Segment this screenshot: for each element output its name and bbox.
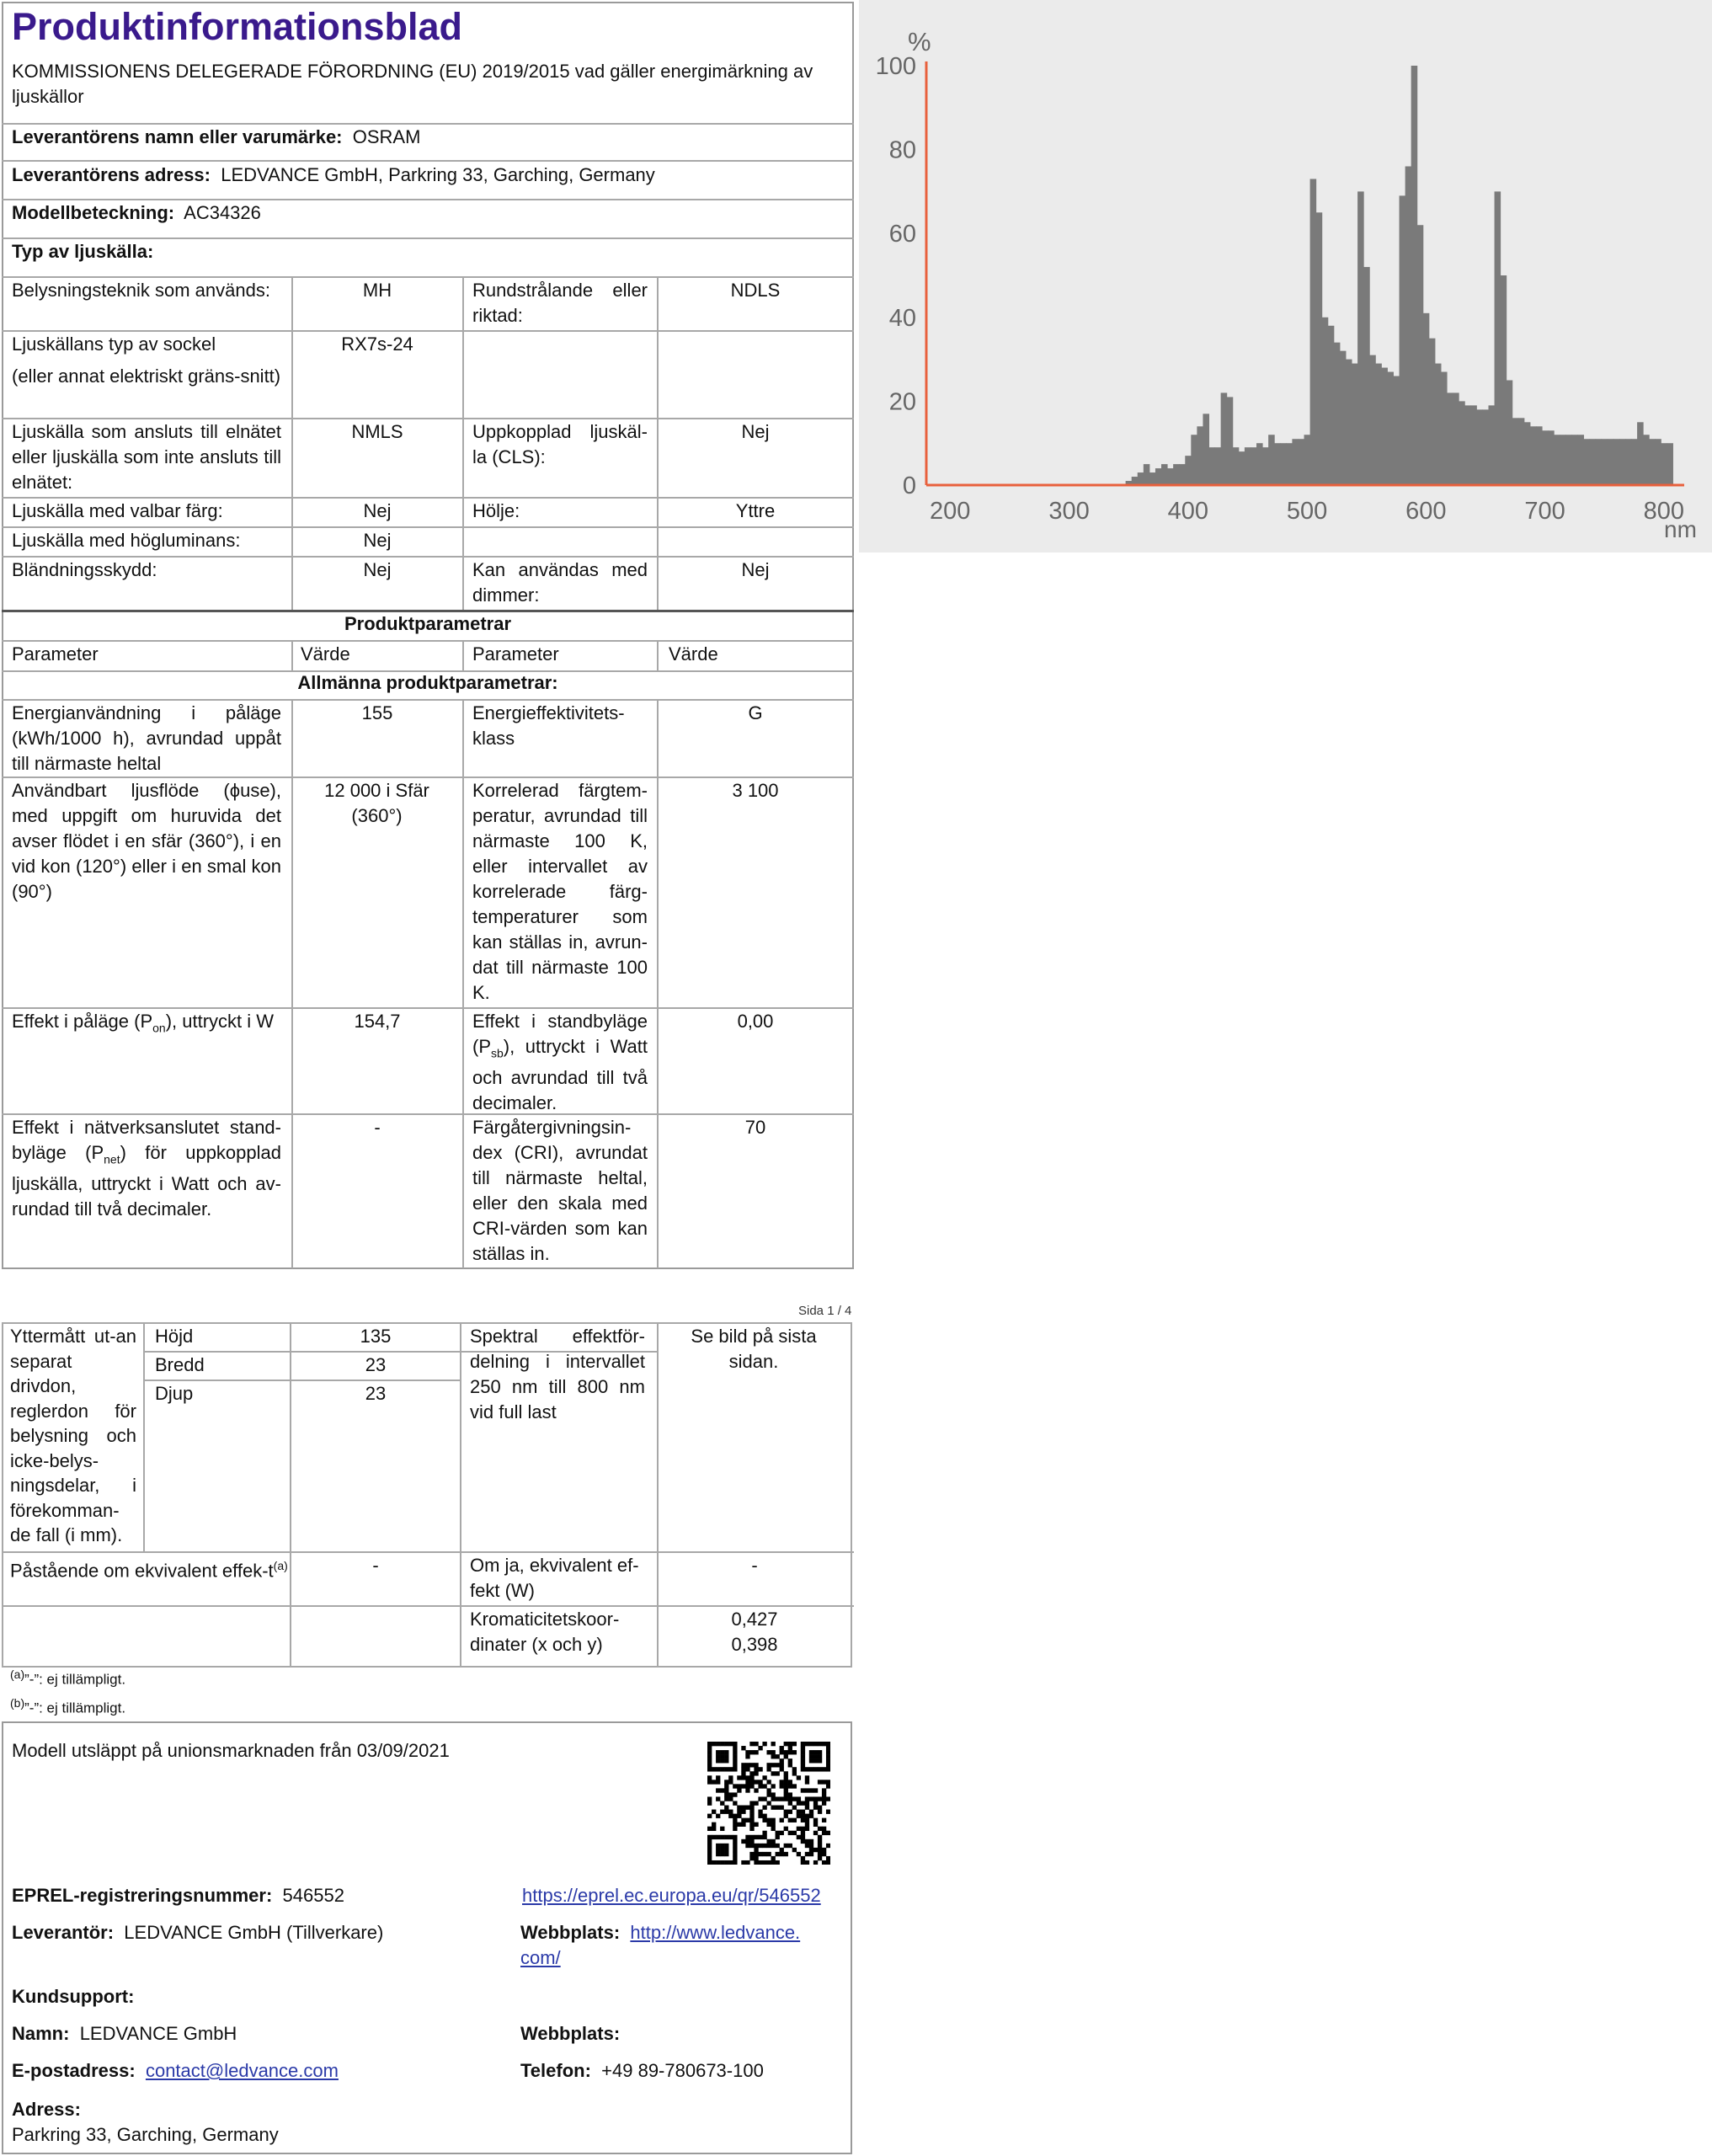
support-name-value: LEDVANCE GmbH	[79, 2023, 237, 2044]
spectrum-bar	[1542, 430, 1549, 485]
email-label: E-postadress:	[12, 2060, 136, 2081]
y-tick-label: 40	[888, 304, 916, 332]
website-link-cont[interactable]: com/	[520, 1947, 561, 1968]
website-link[interactable]: http://www.ledvance.	[630, 1922, 801, 1943]
anti-glare-label: Bländningsskydd:	[12, 559, 157, 580]
spd-value: Se bild på sista sidan.	[691, 1326, 817, 1372]
spectrum-bar	[1495, 191, 1501, 485]
cri-value: 70	[744, 1117, 766, 1138]
phone-value: +49 89-780673-100	[601, 2060, 764, 2081]
spectrum-chart-svg	[859, 0, 1712, 552]
x-tick-label: 300	[1048, 498, 1090, 525]
spectrum-bar	[1548, 430, 1555, 485]
chromaticity-x-value: 0,427	[731, 1609, 778, 1630]
footnote-b: $^{(b)}$”-”: ej tillämpligt.	[10, 1696, 126, 1716]
spectrum-bar	[1144, 464, 1150, 485]
supplier-name-label: Leverantörens namn eller varumärke:	[12, 126, 343, 147]
width-value: 23	[365, 1354, 387, 1375]
spectrum-bar	[1571, 435, 1578, 485]
spectrum-bar	[1619, 439, 1626, 485]
website-row	[520, 1920, 840, 1971]
spectrum-bar	[1155, 468, 1162, 485]
divider	[291, 699, 293, 1268]
spectrum-bar	[1447, 392, 1453, 485]
divider	[460, 1322, 461, 1668]
spectrum-bar	[1209, 447, 1216, 485]
spectrum-bar	[1417, 225, 1424, 485]
x-axis-label: nm	[1664, 516, 1697, 542]
spectrum-bar	[1423, 313, 1430, 485]
spectrum-bar	[1375, 364, 1382, 485]
mains-value: NMLS	[351, 421, 403, 442]
x-tick-label: 200	[930, 498, 971, 525]
y-tick-label: 20	[888, 388, 916, 416]
spectrum-bar	[1524, 422, 1531, 485]
page-number: Sida 1 / 4	[798, 1304, 852, 1318]
anti-glare-value: Nej	[363, 559, 392, 580]
spectrum-bar	[1554, 435, 1560, 485]
divider	[143, 1322, 145, 1551]
supplier-address-label: Leverantörens adress:	[12, 164, 211, 185]
spectrum-bar	[1227, 397, 1234, 485]
spectrum-bar	[1518, 418, 1525, 485]
spectrum-bar	[1441, 372, 1448, 485]
spectrum-bar	[1596, 439, 1603, 485]
spd-label: Spektral effektför-delning i intervallet 250 nm till 800 nm vid full last	[470, 1326, 645, 1422]
networked-standby-label: Effekt i nätverksanslutet stand-byläge $(P_{net})$ för uppkopplad ljuskälla, uttryckt i Watt och av-rundad till två decimaler.	[12, 1117, 281, 1220]
on-mode-power-value: 154,7	[354, 1011, 401, 1032]
support-name-row	[12, 2021, 237, 2047]
colour-tunable-value: Nej	[363, 500, 392, 521]
phone-row	[520, 2058, 764, 2084]
support-website-label: Webbplats:	[520, 2023, 621, 2044]
spectrum-bar	[1251, 447, 1257, 485]
phone-label: Telefon:	[520, 2060, 591, 2081]
networked-standby-value: -	[374, 1117, 381, 1138]
width-label: Bredd	[155, 1354, 205, 1375]
high-luminance-value: Nej	[363, 530, 392, 551]
spectrum-bar	[1179, 464, 1186, 485]
address-value: Parkring 33, Garching, Germany	[12, 2124, 279, 2145]
y-tick-label: 0	[902, 472, 916, 499]
regulation-text: KOMMISSIONENS DELEGERADE FÖRORDNING (EU) 2019/2015 vad gäller energimärkning av ljuskällor	[12, 61, 813, 107]
spectrum-bar	[1161, 464, 1168, 485]
spectrum-bar	[1304, 435, 1311, 485]
model-row	[12, 200, 261, 226]
spectrum-bar	[1536, 426, 1543, 485]
spectrum-bar	[1560, 435, 1566, 485]
spectrum-bar	[1590, 439, 1597, 485]
address-label: Adress:	[12, 2099, 81, 2120]
dimmable-value: Nej	[741, 559, 770, 580]
spectrum-bar	[1268, 435, 1275, 485]
page-title: Produktinformationsblad	[12, 5, 463, 48]
spectrum-bar	[1280, 443, 1287, 485]
spectrum-bar	[1625, 439, 1632, 485]
equivalent-claim-value: -	[372, 1555, 379, 1576]
spectrum-bar	[1310, 179, 1317, 485]
eprel-link[interactable]: https://eprel.ec.europa.eu/qr/546552	[522, 1885, 821, 1906]
luminous-flux-label: Användbart ljusflöde (ϕuse), med uppgift om huruvida det avser flödet i en sfär (360°), i en vid kon (120°) eller i en smal kon (90°)	[12, 780, 281, 902]
spectrum-bar	[1464, 405, 1471, 485]
spectrum-bar	[1565, 435, 1572, 485]
spectrum-bar	[1316, 212, 1323, 485]
standby-power-label: Effekt i standbyläge $(P_{sb})$, uttryckt i Watt och avrundad till två decimaler.	[472, 1011, 648, 1114]
height-value: 135	[360, 1326, 392, 1347]
spectrum-bar	[1322, 318, 1329, 485]
cct-label: Korrelerad färgtem-peratur, avrundad till närmaste 100 K, eller intervallet av korrelerade färg-temperaturer som kan ställas in, avrun-dat till närmaste 100 K.	[472, 780, 648, 1003]
x-tick-label: 500	[1286, 498, 1328, 525]
spectrum-bar	[1482, 409, 1489, 485]
spectrum-bar	[1405, 167, 1412, 485]
general-params-title: Allmänna produktparametrar:	[297, 672, 558, 693]
cls-label: Uppkopplad ljuskäl-la (CLS):	[472, 421, 648, 467]
footnote-a: $^{(a)}$”-”: ej tillämpligt.	[10, 1668, 126, 1688]
spectrum-bar	[1292, 439, 1299, 485]
spectrum-bar	[1215, 447, 1222, 485]
spectrum-bar	[1357, 191, 1364, 485]
tech-label: Belysningsteknik som används:	[12, 280, 270, 301]
cls-value: Nej	[741, 421, 770, 442]
cct-value: 3 100	[732, 780, 779, 801]
divider	[2, 160, 854, 162]
x-tick-label: 600	[1405, 498, 1447, 525]
spectrum-bar	[1346, 360, 1352, 485]
efficiency-class-value: G	[748, 702, 763, 723]
spectrum-bar	[1411, 66, 1418, 485]
spectrum-bar	[1459, 401, 1465, 485]
spectrum-bar	[1661, 443, 1667, 485]
spectrum-bar	[1286, 443, 1293, 485]
on-mode-power-label: Effekt i påläge $(P_{on})$, uttryckt i W	[12, 1011, 275, 1035]
col-header-value-2: Värde	[669, 643, 718, 664]
efficiency-class-label: Energieffektivitets-klass	[472, 702, 625, 749]
spectrum-bar	[1262, 447, 1269, 485]
qr-code-icon[interactable]	[707, 1742, 830, 1865]
spectrum-bar	[1167, 468, 1174, 485]
supplier-label: Leverantör:	[12, 1922, 115, 1943]
spectrum-bar	[1233, 447, 1240, 485]
envelope-label: Hölje:	[472, 500, 520, 521]
spectrum-bar	[1381, 368, 1388, 485]
supplier-value: LEDVANCE GmbH (Tillverkare)	[124, 1922, 384, 1943]
spectrum-bar	[1643, 435, 1650, 485]
spectrum-bar	[1191, 435, 1197, 485]
spectrum-bar	[1185, 456, 1192, 485]
spectrum-bar	[1435, 364, 1442, 485]
spectrum-bar	[1507, 381, 1513, 486]
spectrum-bar	[1369, 355, 1376, 485]
support-label: Kundsupport:	[12, 1986, 135, 2007]
chromaticity-label: Kromaticitetskoor-dinater (x och y)	[470, 1609, 620, 1655]
email-row	[12, 2058, 339, 2084]
model-label: Modellbeteckning:	[12, 202, 175, 223]
equivalent-power-label: Om ja, ekvivalent ef-fekt (W)	[470, 1555, 639, 1601]
eprel-link-wrap	[522, 1883, 821, 1908]
release-date: Modell utsläppt på unionsmarknaden från 03/09/2021	[12, 1740, 450, 1761]
spectrum-bar	[1476, 409, 1483, 485]
col-header-value: Värde	[301, 643, 350, 664]
directional-label: Rundstrålande eller riktad:	[472, 280, 648, 326]
eprel-row	[12, 1883, 344, 1908]
y-tick-label: 60	[888, 221, 916, 248]
divider	[2, 640, 854, 642]
spectrum-bar	[1340, 351, 1347, 485]
x-tick-label: 400	[1167, 498, 1208, 525]
divider	[657, 640, 659, 670]
spectrum-bar	[1501, 275, 1507, 485]
high-luminance-label: Ljuskälla med högluminans:	[12, 530, 241, 551]
col-header-parameter-2: Parameter	[472, 643, 559, 664]
light-type-label: Typ av ljuskälla:	[12, 241, 154, 262]
spectrum-bar	[1602, 439, 1608, 485]
spectrum-bar	[1608, 439, 1614, 485]
spectrum-bar	[1387, 372, 1394, 485]
eprel-value: 546552	[282, 1885, 344, 1906]
divider	[462, 276, 464, 610]
spectrum-bar	[1631, 439, 1638, 485]
spectrum-bar	[1429, 339, 1436, 485]
chromaticity-y-value: 0,398	[731, 1634, 778, 1655]
col-header-parameter: Parameter	[12, 643, 99, 664]
website-label: Webbplats:	[520, 1922, 621, 1943]
spectrum-bar	[1149, 472, 1156, 485]
supplier-row	[12, 1920, 383, 1945]
spectrum-bar	[1512, 418, 1519, 485]
spectrum-bar	[1363, 267, 1370, 485]
spectrum-bar	[1328, 326, 1335, 485]
luminous-flux-value: 12 000 i Sfär (360°)	[324, 780, 429, 826]
dimmable-label: Kan användas med dimmer:	[472, 559, 648, 606]
spectrum-bar	[1489, 405, 1496, 485]
model-value: AC34326	[184, 202, 261, 223]
socket-label: Ljuskällans typ av sockel	[12, 334, 216, 355]
supplier-name-row	[12, 125, 420, 150]
depth-label: Djup	[155, 1383, 194, 1404]
spectrum-chart	[859, 0, 1712, 552]
spectrum-bar	[1655, 439, 1661, 485]
spectrum-bar	[1577, 435, 1584, 485]
depth-value: 23	[365, 1383, 387, 1404]
spectrum-bar	[1221, 392, 1228, 485]
divider	[462, 640, 464, 670]
energy-use-value: 155	[361, 702, 393, 723]
spectrum-bar	[1352, 364, 1358, 485]
x-tick-label: 800	[1643, 498, 1685, 525]
standby-power-value: 0,00	[737, 1011, 774, 1032]
supplier-address-value: LEDVANCE GmbH, Parkring 33, Garching, Germany	[221, 164, 655, 185]
y-tick-label: 80	[888, 136, 916, 164]
equivalent-power-value: -	[751, 1555, 758, 1576]
mains-label: Ljuskälla som ansluts till elnätet eller ljuskälla som inte ansluts till elnätet:	[12, 421, 281, 493]
cri-label: Färgåtergivningsin-dex (CRI), avrundat till närmaste heltal, eller den skala med CRI-värden som kan ställas in.	[472, 1117, 648, 1264]
spectrum-bar	[1649, 439, 1656, 485]
spectrum-bar	[1197, 426, 1203, 485]
support-name-label: Namn:	[12, 2023, 70, 2044]
y-axis-label: %	[908, 27, 931, 56]
y-tick-label: 100	[875, 53, 916, 80]
supplier-address-row	[12, 163, 655, 188]
spectrum-bar	[1203, 414, 1209, 485]
colour-tunable-label: Ljuskälla med valbar färg:	[12, 500, 223, 521]
spectrum-bar	[1613, 439, 1620, 485]
divider	[291, 640, 293, 670]
equivalent-claim-label: Påstående om ekvivalent effek-$t^{(a)}$	[10, 1559, 288, 1582]
height-label: Höjd	[155, 1326, 194, 1347]
envelope-value: Yttre	[735, 500, 776, 521]
spectrum-bar	[1470, 405, 1477, 485]
spectrum-bar	[1637, 422, 1644, 485]
spectrum-bar	[1245, 447, 1251, 485]
spectrum-bar	[1530, 426, 1537, 485]
spectrum-bar	[1667, 443, 1673, 485]
divider	[462, 699, 464, 1268]
dimensions-label: Yttermått ut-an separat drivdon, reglerdon för belysning och icke-belys-ningsdelar, i förekomman-de fall (i mm).	[10, 1326, 136, 1545]
directional-value: NDLS	[730, 280, 781, 301]
spectrum-bar	[1274, 443, 1281, 485]
socket-sublabel: (eller annat elektriskt gräns-snitt)	[12, 366, 281, 387]
spectrum-bar	[1138, 472, 1144, 485]
spectrum-bar	[1584, 439, 1591, 485]
spectrum-bar	[1173, 464, 1180, 485]
spectrum-bar	[1400, 195, 1406, 485]
energy-use-label: Energianvändning i påläge (kWh/1000 h), avrundad uppåt till närmaste heltal	[12, 702, 281, 774]
product-params-title: Produktparametrar	[344, 613, 512, 634]
spectrum-bar	[1239, 451, 1245, 485]
spectrum-bar	[1334, 343, 1341, 485]
tech-value: MH	[362, 280, 392, 301]
spectrum-bar	[1453, 392, 1459, 485]
spectrum-bar	[1393, 376, 1400, 485]
x-tick-label: 700	[1524, 498, 1565, 525]
spectrum-bar	[1256, 443, 1263, 485]
eprel-label: EPREL-registreringsnummer:	[12, 1885, 273, 1906]
email-link[interactable]: contact@ledvance.com	[145, 2060, 339, 2081]
supplier-name-value: OSRAM	[352, 126, 421, 147]
socket-value: RX7s-24	[341, 334, 413, 355]
spectrum-bar	[1298, 439, 1304, 485]
